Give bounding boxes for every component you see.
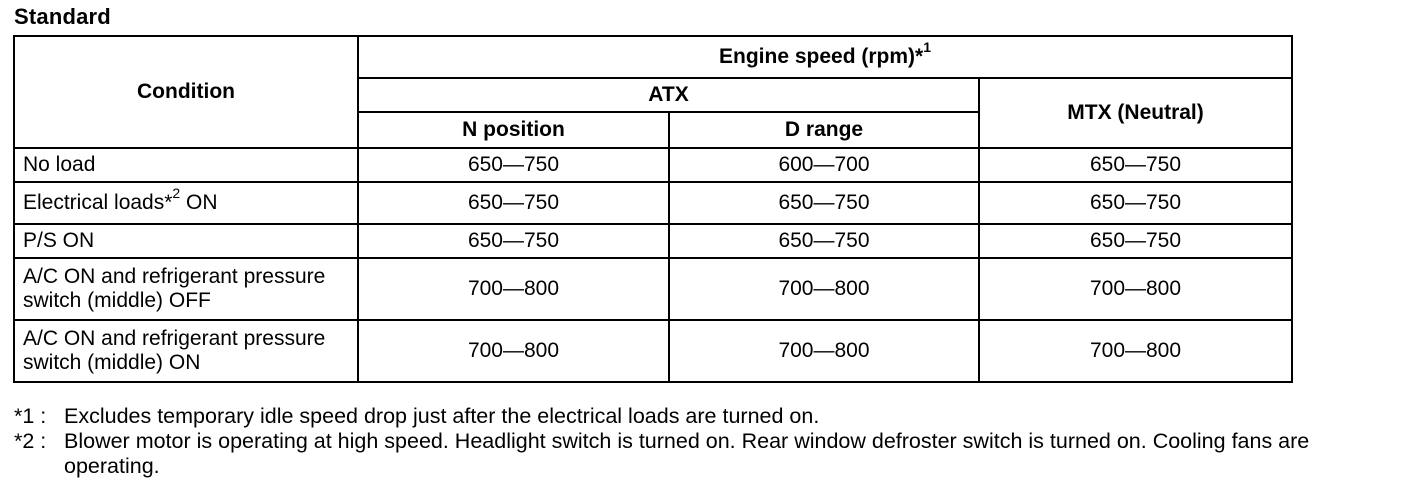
n-position-cell: 650—750 (358, 148, 669, 182)
footnote-2 (14, 429, 1399, 479)
footnote-1 (14, 404, 1399, 429)
n-position-cell: 650—750 (358, 182, 669, 224)
d-range-cell: 700—800 (669, 258, 979, 320)
mtx-cell: 650—750 (979, 224, 1292, 258)
d-range-cell: 600—700 (669, 148, 979, 182)
table-row (14, 320, 1292, 382)
condition-header: Condition (14, 36, 358, 148)
footnote-text: Blower motor is operating at high speed. Headlight switch is turned on. Rear window defroster switch is turned on. Cooling fans are operating. (64, 429, 1310, 478)
table-row (14, 224, 1292, 258)
n-position-cell: 700—800 (358, 320, 669, 382)
idle-speed-table (13, 35, 1293, 383)
mtx-cell: 650—750 (979, 148, 1292, 182)
table-header-row (14, 36, 1292, 78)
mtx-header: MTX (Neutral) (979, 78, 1292, 148)
footnote-ref-2: 2 (172, 184, 181, 201)
mtx-cell: 700—800 (979, 320, 1292, 382)
atx-header: ATX (358, 78, 979, 112)
mtx-cell: 700—800 (979, 258, 1292, 320)
condition-cell: A/C ON and refrigerant pressure switch (middle) ON (14, 320, 358, 382)
footnote-mark: *1 : (14, 404, 47, 428)
n-position-cell: 650—750 (358, 224, 669, 258)
n-position-header: N position (358, 112, 669, 148)
table-row (14, 182, 1292, 224)
d-range-header: D range (669, 112, 979, 148)
d-range-cell: 650—750 (669, 182, 979, 224)
condition-cell: No load (14, 148, 358, 182)
footnote-ref-1: 1 (923, 38, 931, 55)
d-range-cell: 700—800 (669, 320, 979, 382)
page-title: Standard (14, 4, 111, 29)
table-row (14, 258, 1292, 320)
footnote-mark: *2 : (14, 429, 47, 453)
condition-cell: P/S ON (14, 224, 358, 258)
footnotes (14, 404, 1399, 479)
n-position-cell: 700—800 (358, 258, 669, 320)
table-row (14, 148, 1292, 182)
condition-cell: Electrical loads*$^2$ ON (14, 182, 358, 224)
footnote-text: Excludes temporary idle speed drop just after the electrical loads are turned on. (64, 404, 820, 428)
d-range-cell: 650—750 (669, 224, 979, 258)
condition-cell: A/C ON and refrigerant pressure switch (middle) OFF (14, 258, 358, 320)
mtx-cell: 650—750 (979, 182, 1292, 224)
engine-speed-header: Engine speed (rpm)*$^1$ (358, 36, 1292, 78)
